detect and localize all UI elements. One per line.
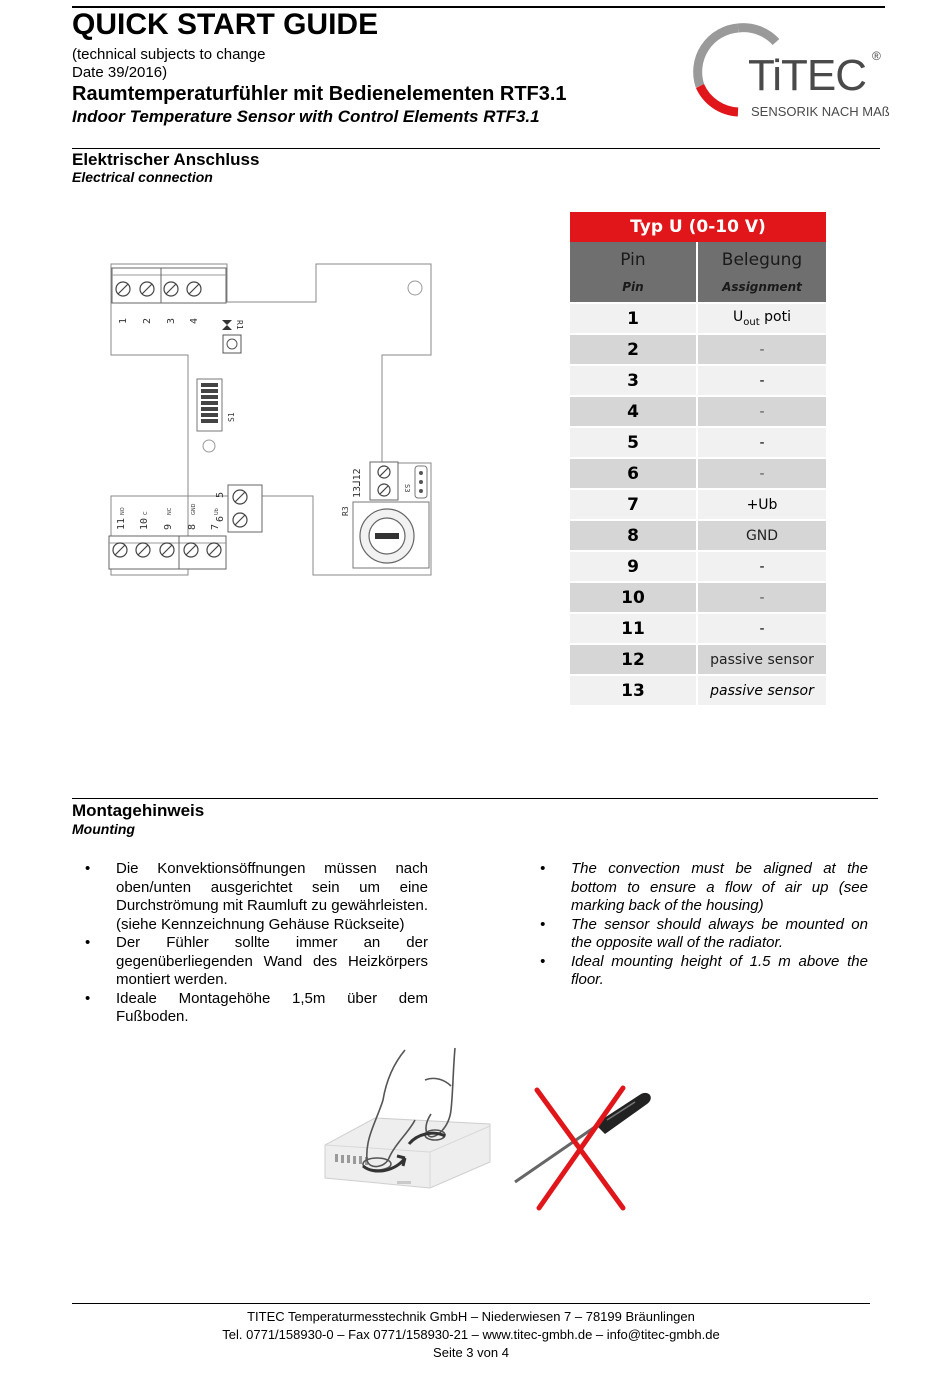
list-item: • Ideale Montagehöhe 1,5m über dem Fußboden.	[116, 990, 428, 1027]
pcb-diagram-svg	[105, 258, 435, 580]
electrical-section-subtitle: Electrical connection	[72, 169, 213, 185]
pcb-bottom-sup-nc: NC	[167, 507, 173, 515]
pcb-s1-label: S1	[227, 412, 236, 422]
pcb-r3-label: R3	[341, 506, 350, 516]
footer-page-number: Seite 3 von 4	[433, 1345, 509, 1360]
pcb-top-pin-3: 3	[166, 317, 177, 324]
table-row	[570, 303, 826, 334]
mounting-list-en	[571, 860, 868, 990]
logo-tagline: SENSORIK NACH MAß	[751, 104, 890, 119]
titec-logo-mark	[678, 16, 890, 124]
r3-potentiometer	[341, 502, 429, 568]
logo-brand-text: TiTEC	[748, 51, 867, 100]
pcb-bottom-pin-7: 7	[210, 523, 221, 530]
s1-dip-switch	[197, 379, 236, 452]
r1-trimmer	[222, 320, 244, 353]
pin-assignment: +Ub	[697, 489, 826, 520]
product-title-de: Raumtemperaturfühler mit Bedienelementen RTF3.1	[72, 83, 567, 105]
pin-table-col-assignment	[697, 242, 826, 303]
table-row	[570, 551, 826, 582]
mounting-illustration	[305, 1040, 675, 1255]
list-item: • The convection must be aligned at the bottom to ensure a flow of air up (see marking back of the housing)	[571, 860, 868, 916]
pcb-bottom-sup-no: NO	[120, 507, 126, 515]
pcb-r1-label: R1	[235, 320, 244, 330]
pin-number: 13	[570, 675, 697, 705]
table-row	[570, 489, 826, 520]
pin-assignment	[697, 303, 826, 334]
pcb-sensor-label: 13⅃12	[352, 468, 363, 498]
titec-logo	[678, 16, 890, 124]
section-rule-mounting	[72, 798, 878, 799]
footer-rule	[72, 1303, 870, 1304]
pin-assignment-sub: out	[743, 316, 760, 328]
pin-assignment-main: U	[733, 309, 744, 326]
list-item: • Der Fühler sollte immer an der gegenüberliegenden Wand des Heizkörpers montiert werden.	[116, 934, 428, 990]
list-item: • Ideal mounting height of 1.5 m above the floor.	[571, 953, 868, 990]
pin-table-type-row	[570, 212, 826, 242]
sensor-housing-image	[325, 1118, 490, 1188]
table-row	[570, 334, 826, 365]
page-footer	[72, 1308, 870, 1362]
electrical-section-title: Elektrischer Anschluss	[72, 150, 260, 169]
assignment-col-label-en: Assignment	[722, 280, 802, 294]
pcb-diagram	[105, 258, 435, 580]
mounting-section-title: Montagehinweis	[72, 801, 205, 820]
table-row	[570, 396, 826, 427]
pin-number: 1	[570, 303, 697, 334]
pin-assignment-tail: poti	[759, 309, 791, 326]
terminal-block-bottom	[109, 536, 226, 569]
pin-number: 6	[570, 458, 697, 489]
pin-assignment: -	[697, 334, 826, 365]
pin-col-label-en: Pin	[622, 280, 644, 294]
pin-number: 12	[570, 644, 697, 675]
pin-assignment: -	[697, 551, 826, 582]
terminal-block-top	[112, 268, 226, 303]
pin-assignment: -	[697, 582, 826, 613]
pin-number: 10	[570, 582, 697, 613]
pcb-bottom-sup-gnd: GND	[191, 503, 197, 515]
table-row	[570, 520, 826, 551]
pin-table-header-row	[570, 242, 826, 303]
pcb-top-pin-1: 1	[118, 317, 129, 324]
pin-number: 2	[570, 334, 697, 365]
pin-assignment: GND	[697, 520, 826, 551]
pin-number: 3	[570, 365, 697, 396]
table-row	[570, 613, 826, 644]
mounting-list-de	[116, 860, 428, 1027]
pcb-bottom-sup-c: C	[143, 511, 149, 515]
pcb-top-pin-4: 4	[189, 317, 200, 324]
pcb-bottom-pin-10: 10	[139, 517, 150, 530]
pin-table-col-pin	[570, 242, 697, 303]
pin-assignment: passive sensor	[697, 675, 826, 705]
pin-assignment: -	[697, 396, 826, 427]
pcb-bottom-pin-8: 8	[187, 523, 198, 530]
pin-assignment: -	[697, 427, 826, 458]
pcb-bottom-pin-9: 9	[163, 523, 174, 530]
pin-number: 8	[570, 520, 697, 551]
pin-assignment: -	[697, 458, 826, 489]
table-row	[570, 427, 826, 458]
table-row	[570, 458, 826, 489]
pin-assignment-table	[570, 212, 826, 705]
table-row	[570, 644, 826, 675]
pcb-bottom-sup-ub: Ub	[214, 508, 220, 515]
assignment-col-label: Belegung	[721, 250, 803, 270]
product-title-en: Indoor Temperature Sensor with Control Elements RTF3.1	[72, 107, 540, 126]
footer-contact: Tel. 0771/158930-0 – Fax 0771/158930-21 – www.titec-gmbh.de – info@titec-gmbh.de	[222, 1327, 720, 1342]
pin-number: 11	[570, 613, 697, 644]
pin-assignment: -	[697, 365, 826, 396]
pin-assignment: passive sensor	[697, 644, 826, 675]
table-row	[570, 582, 826, 613]
pin-assignment: -	[697, 613, 826, 644]
pcb-bottom-pin-11: 11	[116, 517, 127, 530]
pcb-s3-label: S3	[403, 484, 411, 493]
mounting-section-subtitle: Mounting	[72, 821, 135, 837]
table-row	[570, 675, 826, 705]
pcb-mid-pin-5: 5	[215, 491, 226, 498]
pin-number: 9	[570, 551, 697, 582]
document-note: (technical subjects to change	[72, 46, 266, 63]
footer-company: TITEC Temperaturmesstechnik GmbH – Niederwiesen 7 – 78199 Bräunlingen	[247, 1309, 695, 1324]
document-date: Date 39/2016)	[72, 64, 168, 81]
pin-number: 4	[570, 396, 697, 427]
logo-registered-mark: ®	[872, 49, 881, 63]
sensor-terminal	[352, 462, 427, 500]
pin-col-label: Pin	[620, 250, 646, 270]
screwdriver-icon	[515, 1093, 651, 1182]
pin-number: 7	[570, 489, 697, 520]
section-rule-electrical	[72, 148, 880, 149]
pin-table-type-header: Typ U (0-10 V)	[570, 212, 826, 242]
table-row	[570, 365, 826, 396]
prohibited-cross-icon	[537, 1088, 623, 1208]
pin-number: 5	[570, 427, 697, 458]
document-title: QUICK START GUIDE	[72, 8, 379, 41]
pcb-top-pin-2: 2	[142, 317, 153, 324]
pcb-mid-pin-6: 6	[215, 515, 226, 522]
terminal-block-mid	[215, 485, 262, 532]
mounting-illustration-svg	[305, 1040, 675, 1255]
list-item: • The sensor should always be mounted on the opposite wall of the radiator.	[571, 916, 868, 953]
list-item: • Die Konvektionsöffnungen müssen nach oben/unten ausgerichtet sein um eine Durchströmung mit Raumluft zu gewährleisten. (siehe Kennzeichnung Gehäuse Rückseite)	[116, 860, 428, 934]
